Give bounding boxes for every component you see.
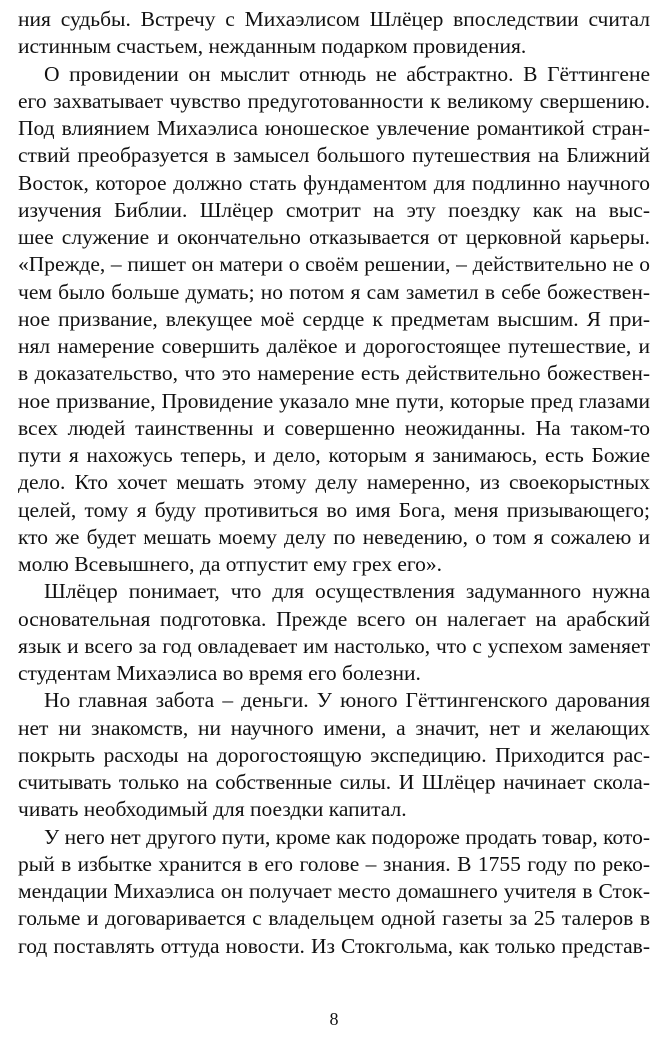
text-line: Шлёцер понимает, что для осуществления задуманного нужна: [44, 579, 650, 604]
paragraph: [18, 824, 650, 960]
text-line: в доказательство, что это намерение есть действительно божествен-: [18, 361, 650, 386]
text-line: пути я нахожусь теперь, и дело, которым я занимаюсь, есть Божие: [18, 443, 650, 467]
text-line: дело. Кто хочет мешать этому делу намеренно, из своекорыстных: [18, 470, 650, 495]
text-line: Восток, которое должно стать фундаментом для подлинно научного: [18, 170, 650, 195]
text-line: истинным счастьем, нежданным подарком провидения.: [18, 34, 527, 59]
text-line: изучения Библии. Шлёцер смотрит на эту поездку как на выс-: [18, 197, 650, 222]
text-line: шее служение и окончательно отказывается от церковной карьеры.: [18, 225, 650, 249]
text-line: покрыть расходы на дорогостоящую экспедицию. Приходится рас-: [18, 742, 650, 767]
text-line: чем было больше думать; но потом я сам заметил в себе божествен-: [18, 279, 650, 304]
text-line: ния судьбы. Встречу с Михаэлисом Шлёцер впоследствии считал: [18, 7, 650, 31]
text-line: Но главная забота – деньги. У юного Гёттингенского дарования: [44, 688, 650, 713]
text-line: основательная подготовка. Прежде всего он налегает на арабский: [18, 606, 650, 631]
text-line: кто же будет мешать моему делу по неведению, о том я сожалею и: [18, 524, 650, 549]
text-line: ное призвание, Провидение указало мне пути, которые пред глазами: [18, 388, 650, 413]
text-line: нет ни знакомств, ни научного имени, а значит, нет и желающих: [18, 715, 650, 740]
text-line: молю Всевышнего, да отпустит ему грех его».: [18, 552, 443, 576]
text-line: мендации Михаэлиса он получает место домашнего учителя в Сток-: [18, 879, 650, 903]
text-line: чивать необходимый для поездки капитал.: [18, 797, 407, 822]
text-line: студентам Михаэлиса во время его болезни.: [18, 661, 421, 685]
text-line: нял намерение совершить далёкое и дорогостоящее путешествие, и: [18, 334, 650, 358]
paragraph: [18, 6, 650, 61]
page-body: [18, 6, 650, 960]
text-line: ствий преобразуется в замысел большого путешествия на Ближний: [18, 143, 650, 168]
text-line: язык и всего за год овладевает им настолько, что с успехом заменяет: [18, 633, 650, 658]
page-number: 8: [329, 1009, 339, 1029]
text-line: год поставлять оттуда новости. Из Стокгольма, как только представ-: [18, 933, 650, 958]
text-line: гольме и договаривается с владельцем одной газеты за 25 талеров в: [18, 906, 650, 931]
paragraph: [18, 687, 650, 823]
text-line: рый в избытке хранится в его голове – знания. В 1755 году по реко-: [18, 851, 650, 876]
text-line: О провидении он мыслит отнюдь не абстрактно. В Гёттингене: [44, 61, 650, 86]
text-line: ное призвание, влекущее моё сердце к предметам высшим. Я при-: [18, 306, 650, 331]
text-line: целей, тому я буду противиться во имя Бога, меня призывающего;: [18, 497, 650, 522]
text-line: Под влиянием Михаэлиса юношеское увлечение романтикой стран-: [18, 116, 650, 140]
text-line: «Прежде, – пишет он матери о своём решении, – действительно не о: [18, 252, 650, 277]
paragraph: [18, 61, 650, 579]
paragraph: [18, 578, 650, 687]
text-line: его захватывает чувство предуготованности к великому свершению.: [18, 88, 650, 113]
text-line: У него нет другого пути, кроме как подороже продать товар, кото-: [44, 824, 650, 849]
text-line: всех людей таинственны и совершенно неожиданны. На таком-то: [18, 415, 650, 440]
text-line: считывать только на собственные силы. И Шлёцер начинает скола-: [18, 770, 650, 794]
